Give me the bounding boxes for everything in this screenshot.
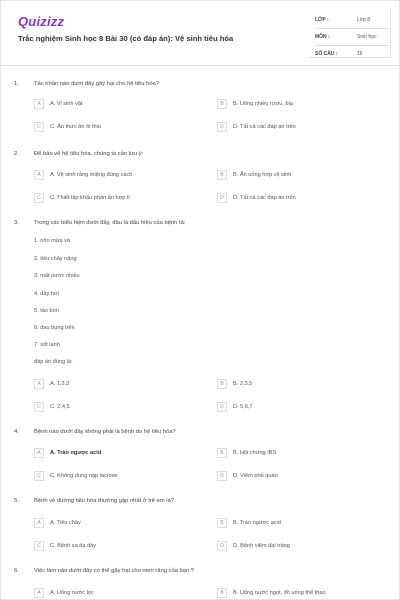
option-letter-box: A	[34, 518, 44, 528]
option-b[interactable]	[217, 587, 326, 599]
option-text: C. Không dung nạp lactose	[50, 473, 118, 479]
option-a[interactable]	[34, 98, 83, 110]
option-a[interactable]	[34, 447, 101, 459]
meta-key: SỐ CÂU :	[315, 51, 338, 57]
question-text: Bệnh nào dưới đây không phải là bệnh do hệ tiêu hóa?	[34, 429, 176, 435]
list-item: đáp án đúng là:	[34, 359, 73, 365]
option-letter-box: C	[34, 122, 44, 132]
meta-value: Sinh học	[357, 34, 377, 40]
quizizz-logo: Quizizz	[18, 14, 65, 29]
meta-key: LỚP :	[315, 17, 329, 23]
option-letter-box: C	[34, 193, 44, 203]
list-item: 7. sốt lạnh	[34, 342, 60, 348]
option-letter-box: A	[34, 99, 44, 109]
option-c[interactable]	[34, 540, 96, 552]
list-item: 6. đau bụng trên	[34, 325, 75, 331]
option-text: A. 1,2,3	[50, 381, 70, 387]
option-text: A. Uống nước lọc	[50, 590, 94, 596]
list-item: 2. tiêu chảy nặng	[34, 256, 77, 262]
option-text: B. Ăn uống hợp vệ sinh	[233, 172, 292, 178]
option-a[interactable]	[34, 378, 69, 390]
question-number: 6.	[14, 568, 19, 574]
option-letter-box: B	[217, 448, 227, 458]
option-text: D. Tất cả các đáp án trên	[233, 124, 296, 130]
option-letter-box: B	[217, 588, 227, 598]
option-letter-box: D	[217, 471, 227, 481]
option-text: B. Hội chứng IBS	[233, 450, 277, 456]
option-text: A. Vệ sinh răng miệng đúng cách	[50, 172, 133, 178]
option-letter-box: D	[217, 541, 227, 551]
question-number: 4.	[14, 429, 19, 435]
meta-row-grade	[315, 12, 389, 29]
question-number: 3.	[14, 220, 19, 226]
option-c[interactable]	[34, 401, 70, 413]
option-letter-box: A	[34, 170, 44, 180]
question-number: 1.	[14, 81, 19, 87]
question-text: Việc làm nào dưới đây có thể gây hại cho men răng của bạn ?	[34, 568, 195, 574]
option-letter-box: B	[217, 518, 227, 528]
option-text: C. 2,4,5	[50, 404, 70, 410]
option-c[interactable]	[34, 121, 101, 133]
option-text: A. Tiêu chảy	[50, 520, 81, 526]
option-d[interactable]	[217, 121, 296, 133]
option-text: D. Tất cả các đáp án trên	[233, 195, 296, 201]
question-text: Bệnh về đường tiêu hóa thường gặp nhất ở trẻ em là?	[34, 498, 175, 504]
option-letter-box: C	[34, 541, 44, 551]
header-divider	[1, 65, 400, 66]
meta-value: 16	[357, 51, 363, 57]
option-b[interactable]	[217, 169, 291, 181]
meta-value: Lớp 8	[357, 17, 371, 23]
meta-table	[315, 12, 389, 62]
option-letter-box: D	[217, 193, 227, 203]
option-letter-box: B	[217, 99, 227, 109]
option-text: D. 5,6,7	[233, 404, 253, 410]
option-letter-box: B	[217, 379, 227, 389]
option-text: A. Vi sinh vật	[50, 101, 83, 107]
option-text: C. Bệnh sa dạ dày	[50, 543, 97, 549]
option-letter-box: D	[217, 122, 227, 132]
option-text: A. Trào ngược acid	[50, 450, 102, 456]
option-text: C. Thiết lập khẩu phần ăn hợp lí	[50, 195, 130, 201]
option-text: D. Bệnh viêm đại tràng	[233, 543, 290, 549]
list-item: 3. mất nước nhiều	[34, 273, 80, 279]
question-number: 2.	[14, 151, 19, 157]
list-item: 1. nôn mửa và	[34, 238, 71, 244]
question-text: Trong các biểu hiện dưới đây, đâu là dấu hiệu của bệnh tả:	[34, 220, 186, 226]
question-text: Để bảo vệ hệ tiêu hóa, chúng ta cần lưu ý:	[34, 151, 144, 157]
meta-row-subject	[315, 29, 389, 46]
page-title: Trắc nghiệm Sinh học 8 Bài 30 (có đáp án): Vệ sinh tiêu hóa	[18, 34, 234, 43]
question-text: Tác nhân nào dưới đây gây hại cho hệ tiêu hóa?	[34, 81, 159, 87]
option-d[interactable]	[217, 470, 278, 482]
meta-row-count	[315, 46, 389, 62]
list-item: 4. đầy hơi	[34, 291, 59, 297]
option-b[interactable]	[217, 517, 281, 529]
option-letter-box: A	[34, 448, 44, 458]
option-a[interactable]	[34, 587, 94, 599]
option-d[interactable]	[217, 192, 296, 204]
option-text: B. 2,3,5	[233, 381, 253, 387]
option-letter-box: D	[217, 402, 227, 412]
option-text: D. Viêm phế quản	[233, 473, 278, 479]
option-a[interactable]	[34, 517, 81, 529]
option-letter-box: A	[34, 379, 44, 389]
option-b[interactable]	[217, 378, 252, 390]
option-letter-box: B	[217, 170, 227, 180]
question-number: 5.	[14, 498, 19, 504]
option-d[interactable]	[217, 540, 290, 552]
option-d[interactable]	[217, 401, 253, 413]
option-letter-box: C	[34, 402, 44, 412]
list-item: 5. táo bón	[34, 308, 59, 314]
meta-key: MÔN :	[315, 34, 330, 40]
option-letter-box: C	[34, 471, 44, 481]
option-c[interactable]	[34, 470, 118, 482]
option-text: C. Ăn thức ăn ôi thiu	[50, 124, 102, 130]
option-a[interactable]	[34, 169, 132, 181]
option-c[interactable]	[34, 192, 130, 204]
option-text: B. Uống nước ngọt, đồ uống thể thao	[233, 590, 326, 596]
option-text: B. Uống nhiều rượu, bia	[233, 101, 293, 107]
option-text: B. Trào ngược acid	[233, 520, 281, 526]
option-letter-box: A	[34, 588, 44, 598]
option-b[interactable]	[217, 447, 276, 459]
option-b[interactable]	[217, 98, 293, 110]
